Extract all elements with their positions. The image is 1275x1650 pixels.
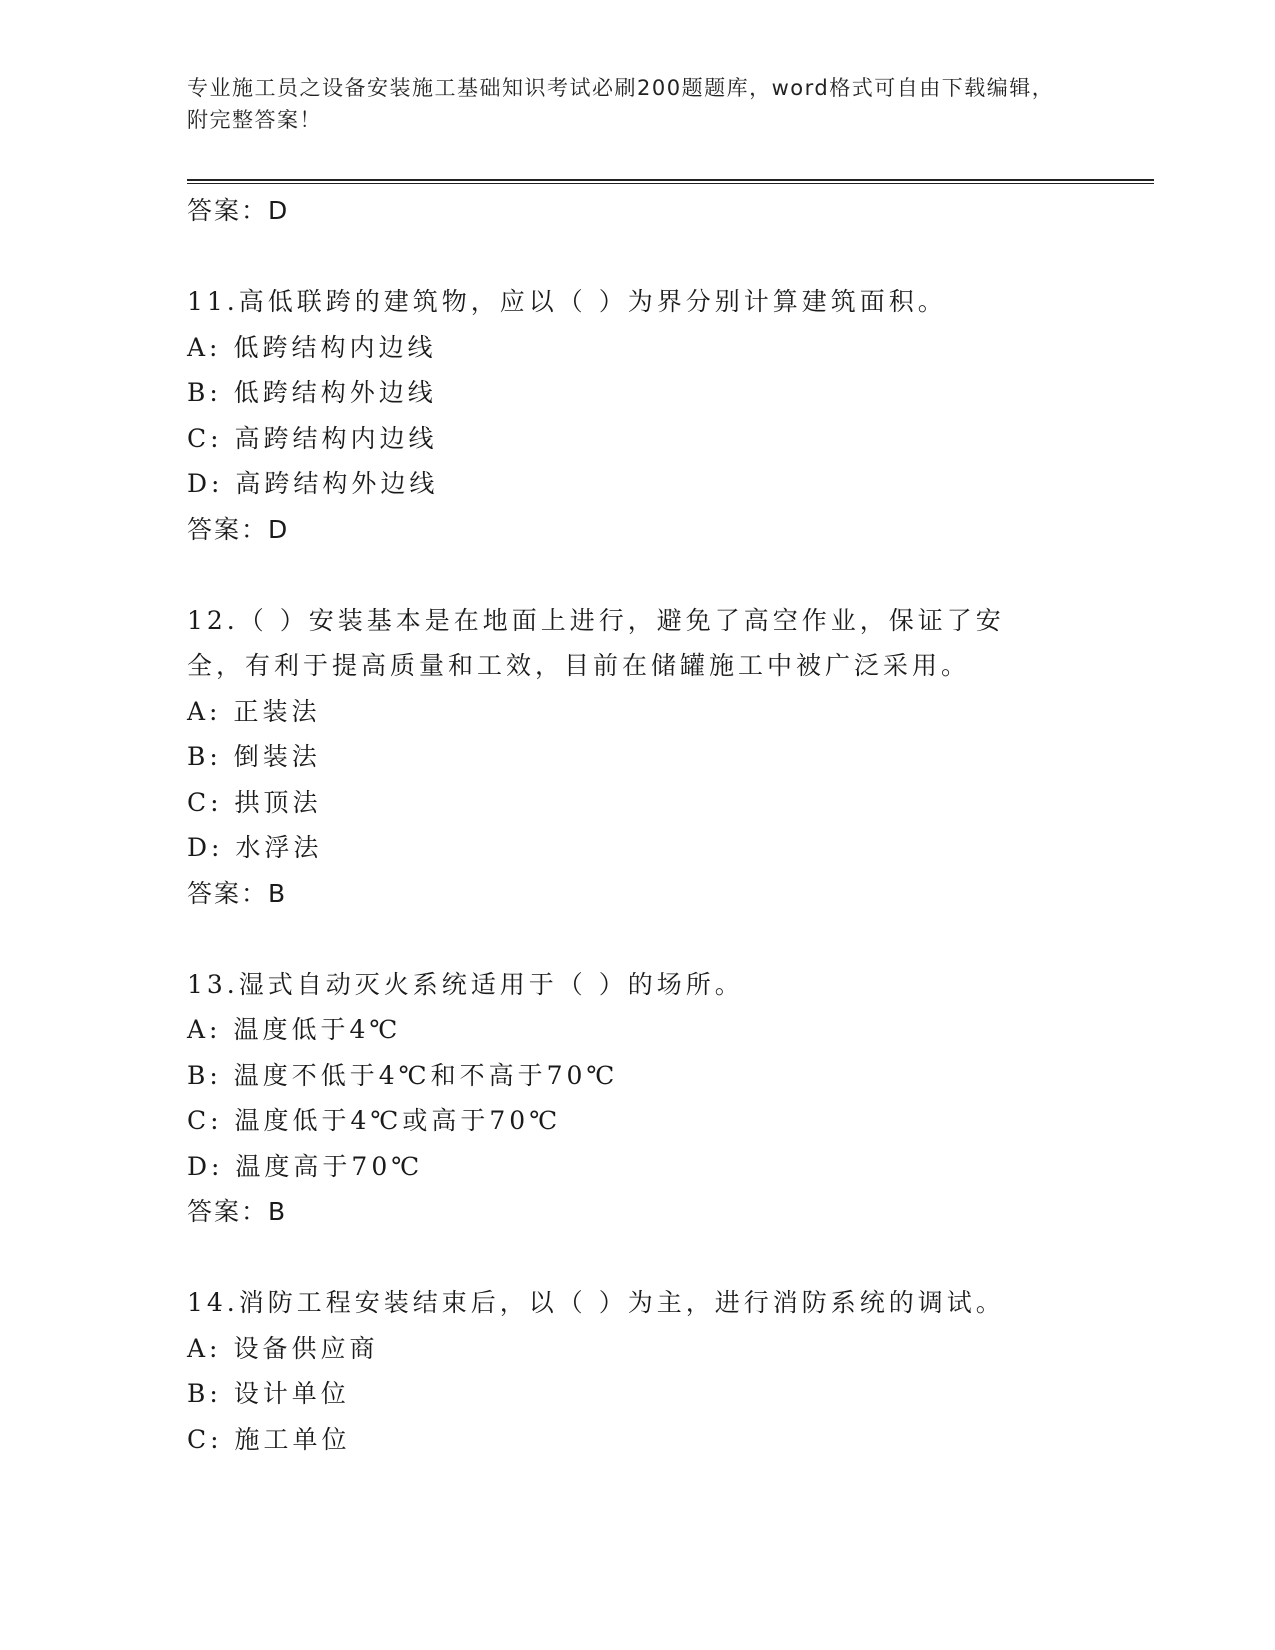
answer-line: 答案：B	[187, 878, 286, 908]
answer-line	[187, 188, 1087, 234]
question-number: 13.	[187, 969, 239, 999]
option-c: C: 高跨结构内边线	[187, 423, 438, 453]
spacer	[187, 234, 1087, 280]
answer-line: 答案：B	[187, 1197, 286, 1226]
question-block	[187, 279, 1087, 552]
answer-value: B	[268, 1197, 286, 1226]
spacer	[187, 916, 1087, 962]
option-c: C: 施工单位	[187, 1424, 351, 1454]
option-d: D: 高跨结构外边线	[187, 469, 439, 498]
question-number: 11.	[187, 287, 239, 316]
question-number: 14.	[187, 1288, 239, 1317]
question-text: 14.消防工程安装结束后，以（ ）为主，进行消防系统的调试。	[187, 1288, 1005, 1317]
answer-value: B	[268, 878, 286, 908]
document-title: 专业施工员之设备安装施工基础知识考试必刷200题题库，word格式可自由下载编辑，附完整答案！	[187, 76, 1055, 132]
option-b: B: 低跨结构外边线	[187, 378, 437, 407]
question-text: 12.（ ）安装基本是在地面上进行，避免了高空作业，保证了安全，有利于提高质量和工效，目前在储罐施工中被广泛采用。	[187, 605, 1005, 680]
option-a: A: 设备供应商	[187, 1333, 379, 1363]
option-a: A: 温度低于4℃	[187, 1015, 402, 1044]
answer-line: 答案：D	[187, 514, 288, 544]
option-b: B: 设计单位	[187, 1379, 350, 1408]
option-b: B: 温度不低于4℃和不高于70℃	[187, 1060, 619, 1090]
question-text: 13.湿式自动灭火系统适用于（ ）的场所。	[187, 969, 744, 999]
option-b: B: 倒装法	[187, 742, 321, 771]
answer-value: D	[268, 196, 288, 225]
answer-value: D	[268, 514, 288, 544]
answer-label: 答案：	[187, 196, 269, 225]
question-block	[187, 962, 1087, 1235]
option-d: D: 水浮法	[187, 833, 323, 862]
option-d: D: 温度高于70℃	[187, 1151, 424, 1181]
question-list	[187, 188, 1087, 1462]
page-header	[187, 72, 1067, 136]
header-divider	[187, 179, 1154, 184]
question-text: 11.高低联跨的建筑物，应以（ ）为界分别计算建筑面积。	[187, 287, 947, 316]
option-c: C: 温度低于4℃或高于70℃	[187, 1106, 562, 1135]
spacer	[187, 1235, 1087, 1281]
question-number: 12.	[187, 605, 239, 635]
option-a: A: 低跨结构内边线	[187, 332, 437, 362]
question-block	[187, 1280, 1087, 1462]
option-c: C: 拱顶法	[187, 787, 322, 817]
question-block	[187, 598, 1087, 917]
option-a: A: 正装法	[187, 696, 321, 726]
spacer	[187, 552, 1087, 598]
